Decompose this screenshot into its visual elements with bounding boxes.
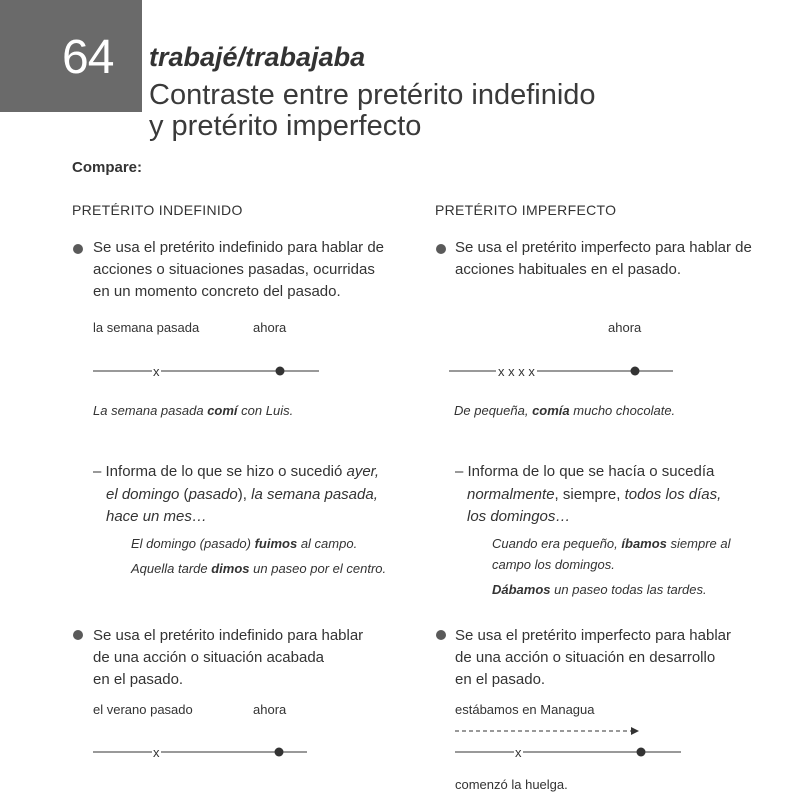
right-timeline2-top-label: estábamos en Managua [455,702,595,717]
bullet-icon [73,244,83,254]
unit-subtitle-line-2: y pretérito imperfecto [149,110,422,142]
right-rule1-line-2: acciones habituales en el pasado. [455,261,681,278]
right-note-example-1b: campo los domingos. [492,557,615,572]
right-column-heading: PRETÉRITO IMPERFECTO [435,202,617,218]
bullet-icon [436,630,446,640]
right-note-example-2: Dábamos un paseo todas las tardes. [492,582,707,597]
left-rule2-line-2: de una acción o situación acabada [93,649,325,666]
left-timeline1-past-label: la semana pasada [93,320,200,335]
left-timeline-2 [93,743,313,763]
left-timeline-1 [93,362,323,382]
left-note-example-1: El domingo (pasado) fuimos al campo. [131,536,358,551]
unit-number: 64 [62,31,114,84]
left-timeline1-mark: x [153,364,160,379]
left-rule1-example: La semana pasada comí con Luis. [93,403,294,418]
right-timeline2-bottom-label: comenzó la huelga. [455,777,568,792]
left-rule1-line-2: acciones o situaciones pasadas, ocurridas [93,261,375,278]
right-note-example-1a: Cuando era pequeño, íbamos siempre al [492,536,731,551]
left-rule2-line-1: Se usa el pretérito indefinido para hablar [93,627,364,644]
right-timeline2-mark: x [515,745,522,760]
right-note-line-2: normalmente, siempre, todos los días, [467,486,722,503]
now-point-icon [275,748,284,757]
right-timeline-2 [455,722,685,762]
unit-title: trabajé/trabajaba [149,42,366,72]
left-timeline2-past-label: el verano pasado [93,702,193,717]
compare-label: Compare: [72,159,143,176]
left-rule2-line-3: en el pasado. [93,671,184,688]
right-timeline-1 [449,362,679,382]
left-rule1-line-1: Se usa el pretérito indefinido para hablar de [93,239,385,256]
right-timeline1-now-label: ahora [608,320,642,335]
left-timeline1-now-label: ahora [253,320,287,335]
right-note-line-1: – Informa de lo que se hacía o sucedía [455,463,715,480]
now-point-icon [276,367,285,376]
right-rule1-line-1: Se usa el pretérito imperfecto para hablar de [455,239,752,256]
right-rule1-example: De pequeña, comía mucho chocolate. [454,403,676,418]
unit-subtitle-line-1: Contraste entre pretérito indefinido [149,79,596,111]
left-note-example-2: Aquella tarde dimos un paseo por el centro. [131,561,387,576]
arrow-head-icon [631,727,639,735]
right-note-line-3: los domingos… [467,508,571,525]
left-note-line-2: el domingo (pasado), la semana pasada, [106,486,378,503]
bullet-icon [436,244,446,254]
left-note-line-1: – Informa de lo que se hizo o sucedió ayer, [93,463,380,480]
bullet-icon [73,630,83,640]
left-timeline2-now-label: ahora [253,702,287,717]
right-rule2-line-3: en el pasado. [455,671,546,688]
left-note-line-3: hace un mes… [106,508,207,525]
left-column-heading: PRETÉRITO INDEFINIDO [72,202,243,218]
now-point-icon [631,367,640,376]
right-rule2-line-2: de una acción o situación en desarrollo [455,649,716,666]
left-rule1-line-3: en un momento concreto del pasado. [93,283,341,300]
left-timeline2-mark: x [153,745,160,760]
now-point-icon [637,748,646,757]
right-rule2-line-1: Se usa el pretérito imperfecto para hablar [455,627,731,644]
right-timeline1-marks: x x x x [498,364,535,379]
